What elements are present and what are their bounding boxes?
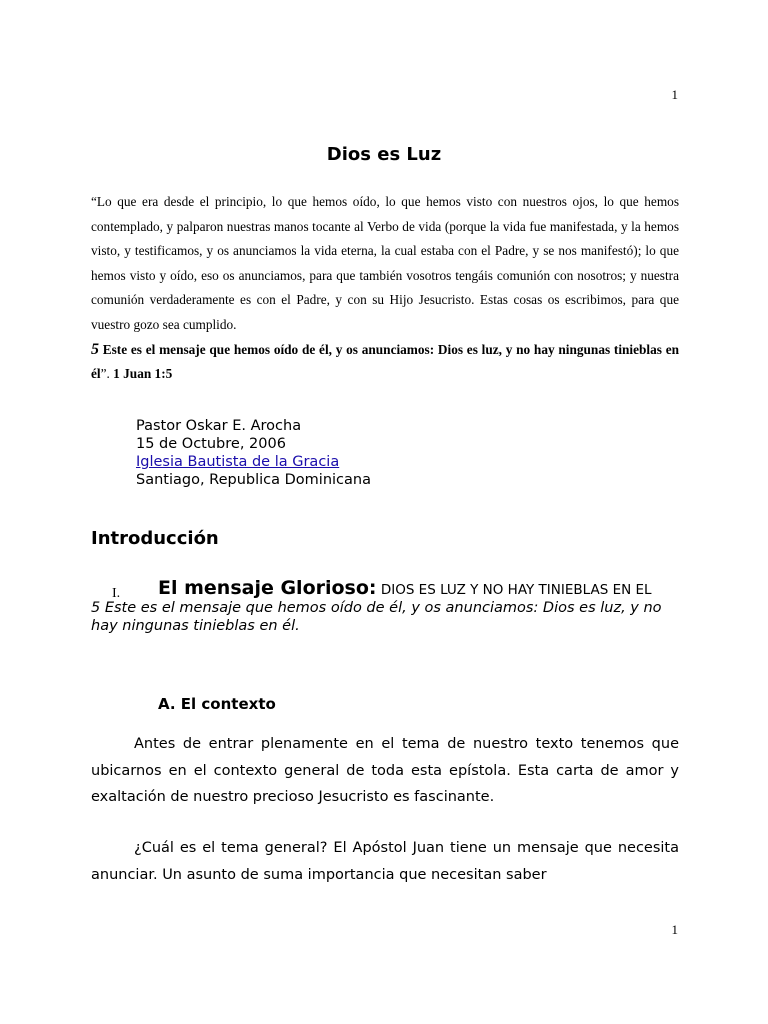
epigraph-closing: ”. xyxy=(100,366,114,382)
section-heading xyxy=(158,577,679,599)
church-link[interactable]: Iglesia Bautista de la Gracia xyxy=(136,454,340,470)
introduction-heading: Introducción xyxy=(91,528,219,549)
section-heading-bold: El mensaje Glorioso: xyxy=(158,577,377,599)
subsection-heading: A. El contexto xyxy=(158,695,276,713)
epigraph-quote xyxy=(91,190,679,387)
page-number-bottom: 1 xyxy=(671,922,678,937)
sermon-date: 15 de Octubre, 2006 xyxy=(136,436,286,452)
epigraph-verse-text: Este es el mensaje que hemos oído de él, y os anunciamos: Dios es luz, y no hay ningunas tinieblas en él xyxy=(91,341,679,382)
section-heading-rest: DIOS ES LUZ Y NO HAY TINIEBLAS EN EL xyxy=(376,582,652,598)
document-title: Dios es Luz xyxy=(326,144,442,165)
author-block xyxy=(136,417,371,489)
section-numeral: I. xyxy=(112,586,121,601)
scripture-reference: 1 Juan 1:5 xyxy=(113,366,173,382)
section-verse: 5 Este es el mensaje que hemos oído de él, y os anunciamos: Dios es luz, y no hay ningunas tinieblas en él. xyxy=(91,600,662,634)
body-paragraph: ¿Cuál es el tema general? El Apóstol Juan tiene un mensaje que necesita anunciar. Un asunto de suma importancia que necesitan saber xyxy=(91,840,679,883)
epigraph-text: “Lo que era desde el principio, lo que hemos oído, lo que hemos visto con nuestros ojos, lo que hemos contemplado, y palparon nuestras manos tocante al Verbo de vida (porque la vida fue manifestada, y la hemos visto, y testificamos, y os anunciamos la vida eterna, la cual estaba con el Padre, y se nos manifestó); lo que hemos visto y oído, eso os anunciamos, para que también vosotros tengáis comunión con nosotros; y nuestra comunión verdaderamente es con el Padre, y con su Hijo Jesucristo. Estas cosas os escribimos, para que vuestro gozo sea cumplido. xyxy=(91,194,679,332)
body-paragraph: Antes de entrar plenamente en el tema de nuestro texto tenemos que ubicarnos en el contexto general de toda esta epístola. Esta carta de amor y exaltación de nuestro precioso Jesucristo es fascinante. xyxy=(91,736,679,805)
epigraph-verse-number: 5 xyxy=(91,340,99,358)
author-name: Pastor Oskar E. Arocha xyxy=(136,418,302,434)
church-location: Santiago, Republica Dominicana xyxy=(136,472,371,488)
page-number-top: 1 xyxy=(671,87,678,102)
section-i xyxy=(91,577,679,635)
